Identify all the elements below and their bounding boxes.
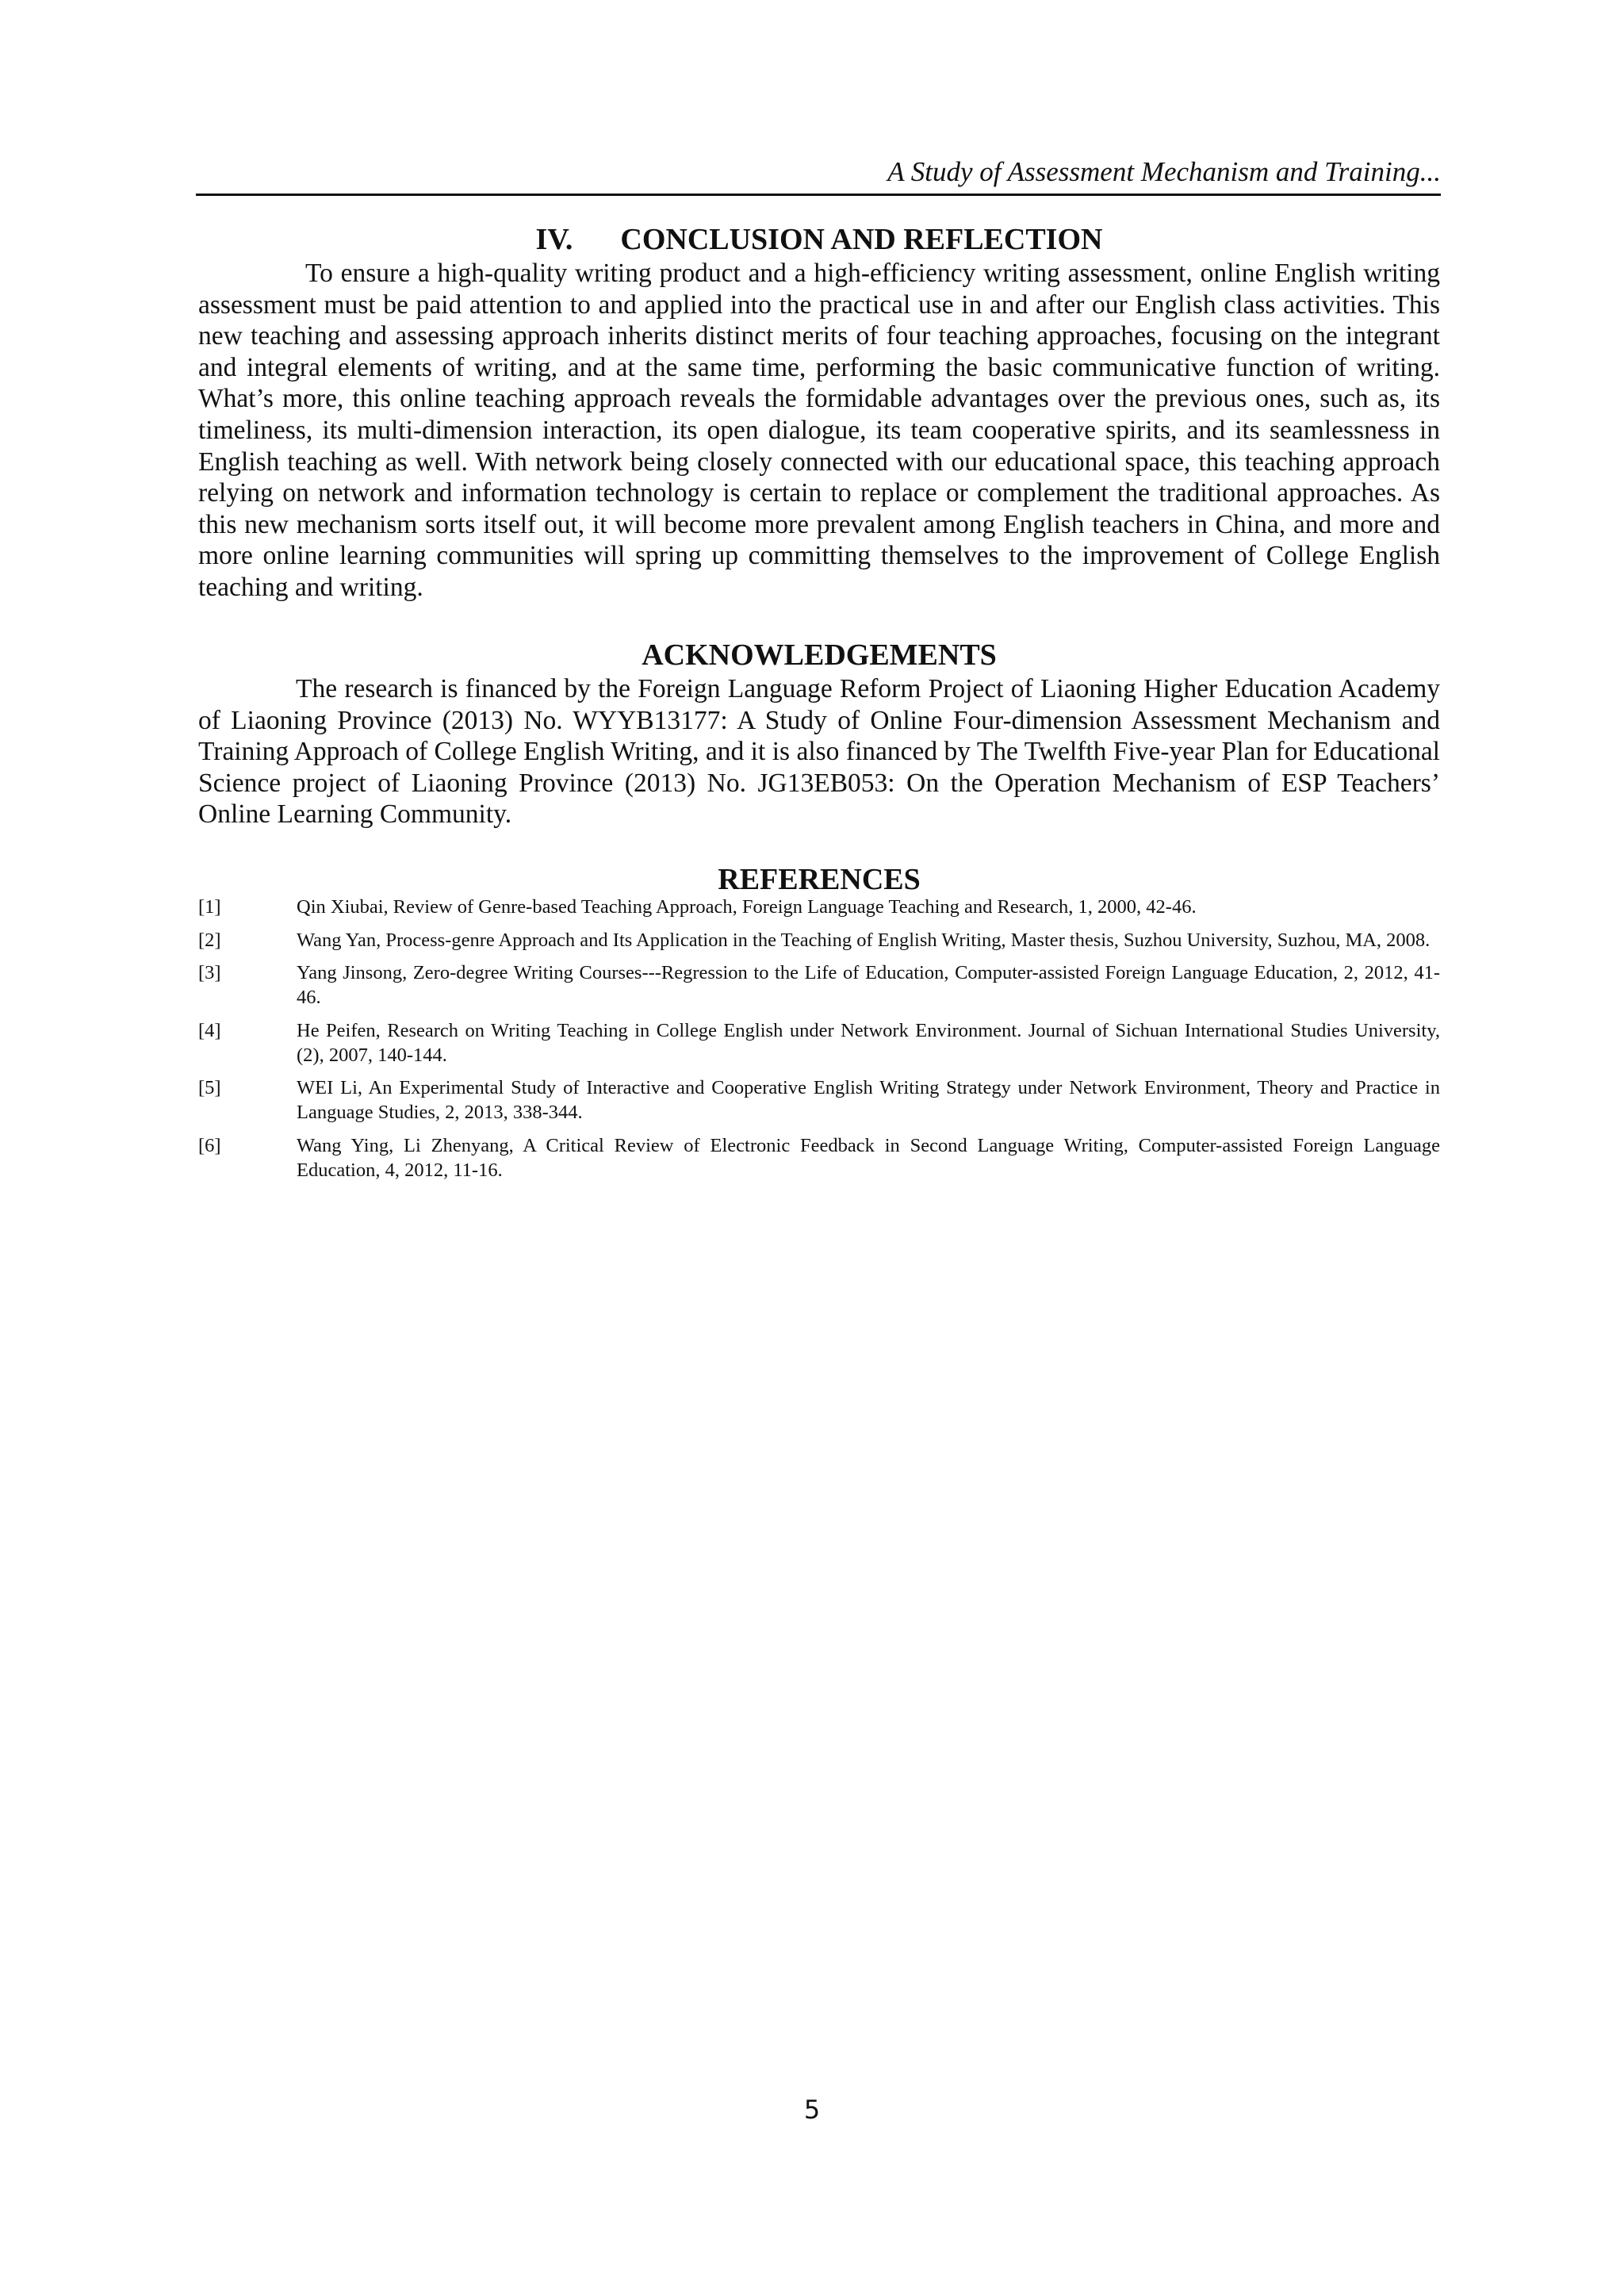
section-number: IV. (535, 223, 573, 256)
reference-number: [4] (198, 1019, 221, 1041)
reference-text: Qin Xiubai, Review of Genre-based Teaching Approach, Foreign Language Teaching and Research, 1, 2000, 42-46. (297, 896, 1197, 918)
references-list (198, 895, 1440, 1190)
page-number: 5 (803, 2095, 821, 2125)
acknowledgements-section (198, 637, 1440, 830)
reference-item (198, 928, 1440, 953)
conclusion-heading (198, 221, 1440, 258)
section-title: CONCLUSION AND REFLECTION (620, 223, 1103, 256)
reference-number: [3] (198, 962, 221, 983)
reference-text: Yang Jinsong, Zero-degree Writing Courses---Regression to the Life of Education, Computer-assisted Foreign Language Education, 2, 2012, 41-46. (297, 962, 1440, 1008)
reference-text: Wang Ying, Li Zhenyang, A Critical Review of Electronic Feedback in Second Language Writing, Computer-assisted Foreign Language Education, 4, 2012, 11-16. (297, 1134, 1440, 1181)
reference-number: [6] (198, 1134, 221, 1156)
running-header: A Study of Assessment Mechanism and Training... (887, 156, 1441, 187)
references-heading: REFERENCES (718, 863, 921, 896)
references-heading-wrap (198, 861, 1440, 898)
reference-number: [5] (198, 1077, 221, 1098)
reference-text: WEI Li, An Experimental Study of Interactive and Cooperative English Writing Strategy under Network Environment, Theory and Practice in Language Studies, 2, 2013, 338-344. (297, 1077, 1440, 1123)
reference-item (198, 1018, 1440, 1068)
conclusion-paragraph: To ensure a high-quality writing product and a high-efficiency writing assessment, online English writing assessment must be paid attention to and applied into the practical use in and after our English class activities. This new teaching and assessing approach inherits distinct merits of four teaching approaches, focusing on the integrant and integral elements of writing, and at the same time, performing the basic communicative function of writing. What’s more, this online teaching approach reveals the formidable advantages over the previous ones, such as, its timeliness, its multi-dimension interaction, its open dialogue, its team cooperative spirits, and its seamlessness in English teaching as well. With network being closely connected with our educational space, this teaching approach relying on network and information technology is certain to replace or complement the traditional approaches. As this new mechanism sorts itself out, it will become more prevalent among English teachers in China, and more and more online learning communities will spring up committing themselves to the improvement of College English teaching and writing. (198, 259, 1440, 602)
reference-item (198, 1133, 1440, 1182)
conclusion-section (198, 221, 1440, 604)
acknowledgements-heading: ACKNOWLEDGEMENTS (642, 638, 997, 672)
reference-item (198, 1075, 1440, 1125)
reference-text: He Peifen, Research on Writing Teaching in College English under Network Environment. Journal of Sichuan International Studies University, (2), 2007, 140-144. (297, 1019, 1440, 1066)
reference-number: [2] (198, 929, 221, 951)
reference-number: [1] (198, 896, 221, 918)
acknowledgements-paragraph: The research is financed by the Foreign Language Reform Project of Liaoning Higher Education Academy of Liaoning Province (2013) No. WYYB13177: A Study of Online Four-dimension Assessment Mechanism and Training Approach of College English Writing, and it is also financed by The Twelfth Five-year Plan for Educational Science project of Liaoning Province (2013) No. JG13EB053: On the Operation Mechanism of ESP Teachers’ Online Learning Community. (198, 674, 1440, 830)
reference-item (198, 960, 1440, 1010)
header-rule (196, 194, 1441, 196)
reference-item (198, 895, 1440, 919)
reference-text: Wang Yan, Process-genre Approach and Its Application in the Teaching of English Writing, Master thesis, Suzhou University, Suzhou, MA, 2008. (297, 929, 1431, 951)
